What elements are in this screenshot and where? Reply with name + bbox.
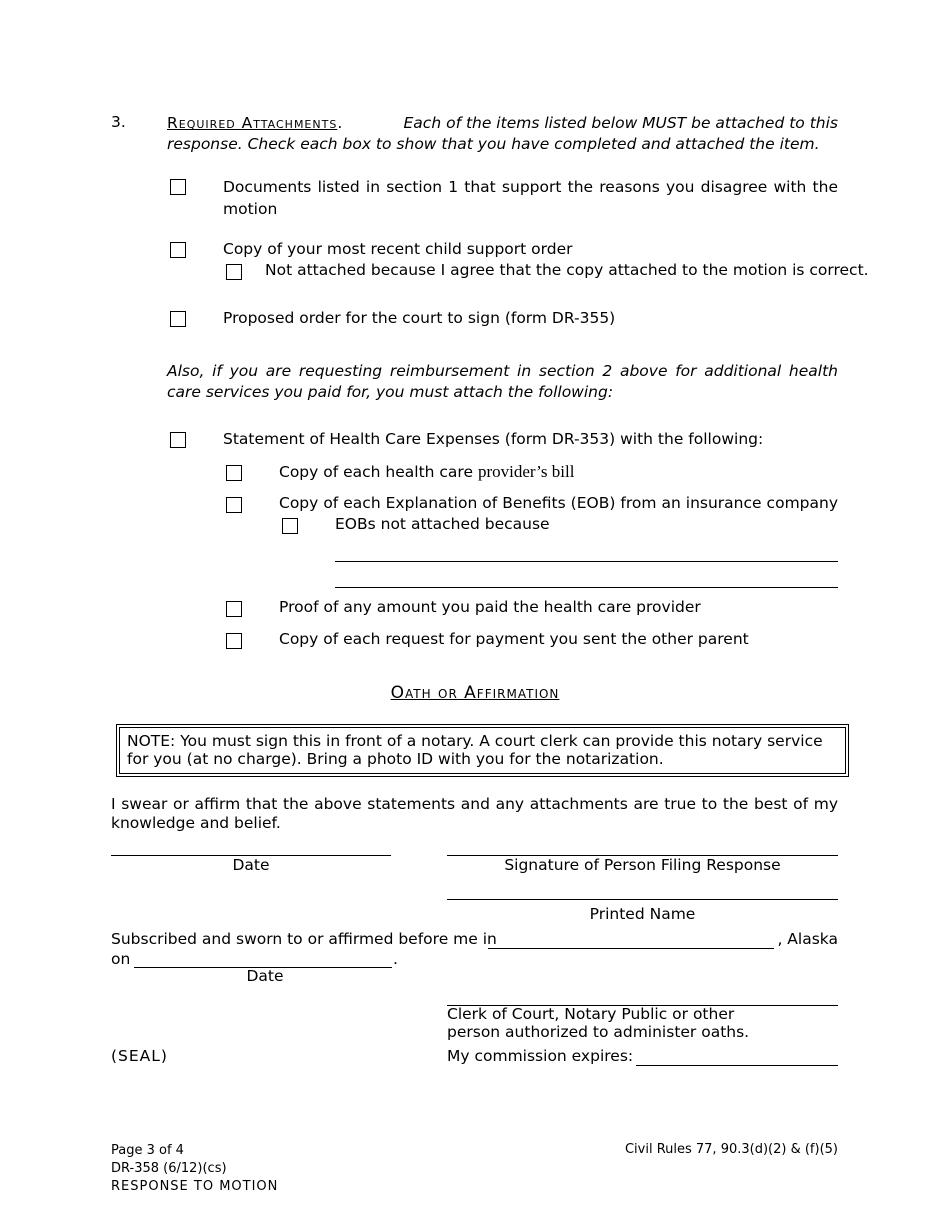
section-number: 3. — [111, 113, 126, 131]
health-care-note: Also, if you are requesting reimbursement in section 2 above for additional health care services you paid for, you must attach the following: — [167, 362, 838, 401]
oath-title-wrap — [0, 683, 950, 703]
section-intro: Required Attachments. Each of the items listed below MUST be attached to this response. Check each box to show that you have completed and attached the item. — [167, 114, 838, 153]
printed-name-line[interactable] — [447, 899, 838, 900]
printed-name-label: Printed Name — [589, 905, 696, 923]
on-label: on — [111, 950, 131, 968]
eob-reason-line-1[interactable] — [335, 561, 838, 562]
clerk-label: Clerk of Court, Notary Public or other person authorized to administer oaths. — [447, 1005, 750, 1041]
proposed-order-label: Proposed order for the court to sign (form DR-355) — [223, 309, 616, 327]
eob-checkbox[interactable] — [226, 497, 242, 513]
sworn-date-label: Date — [246, 967, 284, 985]
documents-label: Documents listed in section 1 that support the reasons you disagree with the motion — [223, 178, 838, 218]
form-number: DR-358 (6/12)(cs) — [111, 1161, 227, 1176]
date-label: Date — [232, 856, 270, 874]
civil-rules: Civil Rules 77, 90.3(d)(2) & (f)(5) — [624, 1142, 838, 1157]
notary-note: NOTE: You must sign this in front of a notary. A court clerk can provide this notary service for you (at no charge). Bring a photo ID with you for the notarization. — [116, 724, 849, 777]
provider-bill-checkbox[interactable] — [226, 465, 242, 481]
proof-payment-label: Proof of any amount you paid the health care provider — [279, 598, 701, 616]
location-line[interactable] — [488, 948, 774, 949]
commission-line[interactable] — [636, 1065, 838, 1066]
eob-reason-line-2[interactable] — [335, 587, 838, 588]
eob-not-attached-label: EOBs not attached because — [335, 515, 550, 533]
support-order-checkbox[interactable] — [170, 242, 186, 258]
commission-label: My commission expires: — [447, 1047, 634, 1065]
payment-request-checkbox[interactable] — [226, 633, 242, 649]
alaska-label: , Alaska — [777, 930, 838, 948]
page-number: Page 3 of 4 — [111, 1143, 184, 1158]
section-heading: Required Attachments — [167, 114, 338, 132]
subscribed-label: Subscribed and sworn to or affirmed before me in — [111, 930, 497, 948]
oath-title: Oath or Affirmation — [390, 683, 560, 703]
payment-request-label: Copy of each request for payment you sent the other parent — [279, 630, 749, 648]
not-attached-label: Not attached because I agree that the copy attached to the motion is correct. — [265, 261, 869, 279]
proof-payment-checkbox[interactable] — [226, 601, 242, 617]
health-statement-label: Statement of Health Care Expenses (form DR-353) with the following: — [223, 430, 764, 448]
form-title: RESPONSE TO MOTION — [111, 1179, 279, 1194]
signature-label: Signature of Person Filing Response — [504, 856, 781, 874]
section-instructions-2: response. Check each box to show that you have completed and attached the item. — [167, 135, 820, 153]
provider-bill-label: Copy of each health care provider’s bill — [279, 462, 575, 481]
on-period: . — [393, 950, 398, 968]
seal-label: (SEAL) — [111, 1047, 168, 1065]
eob-label: Copy of each Explanation of Benefits (EOB) from an insurance company — [279, 494, 838, 512]
health-statement-checkbox[interactable] — [170, 432, 186, 448]
support-order-label: Copy of your most recent child support order — [223, 240, 573, 258]
not-attached-checkbox[interactable] — [226, 264, 242, 280]
documents-checkbox[interactable] — [170, 179, 186, 195]
footer-left — [111, 1142, 278, 1196]
proposed-order-checkbox[interactable] — [170, 311, 186, 327]
oath-statement: I swear or affirm that the above statements and any attachments are true to the best of my knowledge and belief. — [111, 795, 838, 832]
eob-not-attached-checkbox[interactable] — [282, 518, 298, 534]
section-instructions-1: Each of the items listed below MUST be attached to this — [403, 114, 838, 132]
